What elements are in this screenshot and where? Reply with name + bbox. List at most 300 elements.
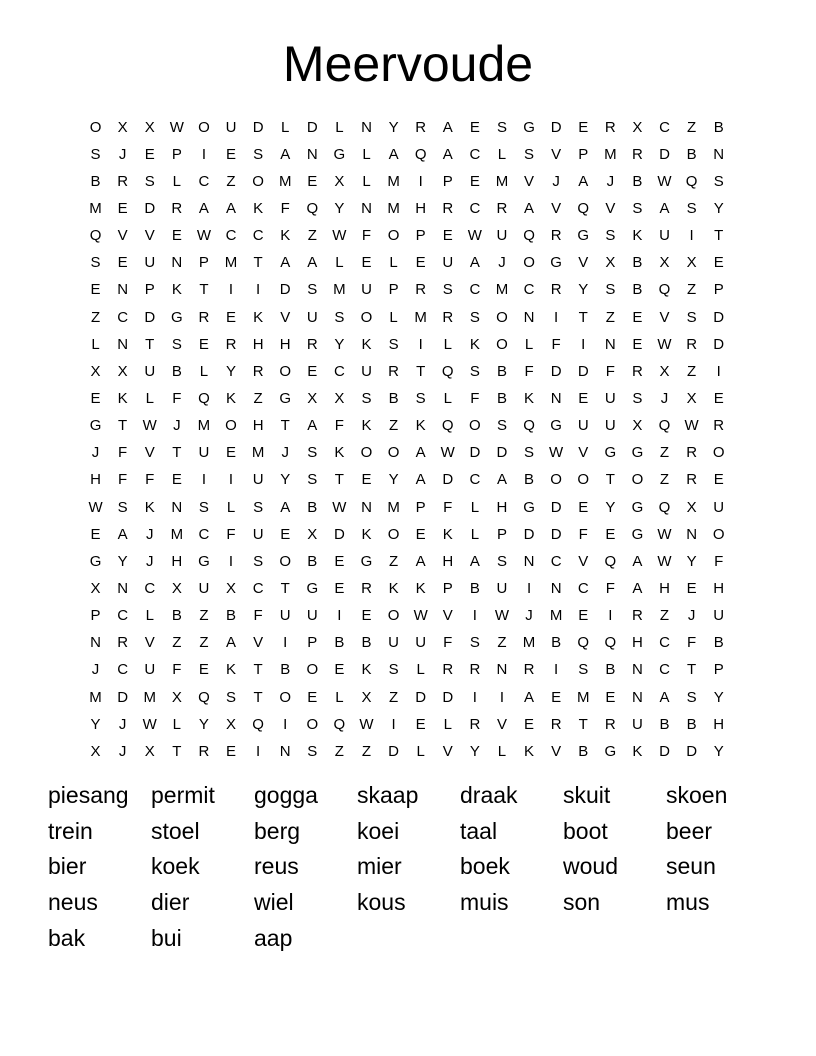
grid-letter[interactable]: M (89, 688, 102, 706)
grid-letter[interactable]: E (469, 118, 480, 136)
grid-letter[interactable]: W (142, 417, 157, 435)
grid-letter[interactable]: K (361, 661, 372, 679)
grid-letter[interactable]: I (337, 607, 342, 625)
grid-letter[interactable]: A (578, 172, 589, 190)
grid-letter[interactable]: U (442, 254, 454, 272)
grid-letter[interactable]: F (578, 525, 588, 543)
grid-letter[interactable]: Y (226, 362, 237, 380)
grid-letter[interactable]: U (604, 417, 616, 435)
grid-letter[interactable]: I (472, 688, 477, 706)
grid-letter[interactable]: H (171, 552, 183, 570)
grid-letter[interactable]: P (198, 254, 209, 272)
grid-letter[interactable]: L (226, 498, 236, 516)
grid-letter[interactable]: J (145, 525, 154, 543)
grid-letter[interactable]: E (226, 742, 237, 760)
grid-letter[interactable]: R (523, 661, 535, 679)
grid-letter[interactable]: E (144, 145, 155, 163)
grid-letter[interactable]: X (632, 118, 643, 136)
grid-letter[interactable]: Z (334, 742, 344, 760)
grid-letter[interactable]: E (90, 281, 101, 299)
grid-letter[interactable]: C (469, 199, 481, 217)
grid-letter[interactable]: Z (307, 227, 317, 245)
grid-letter[interactable]: S (686, 688, 697, 706)
grid-letter[interactable]: F (118, 471, 128, 489)
grid-letter[interactable]: U (713, 498, 725, 516)
grid-letter[interactable]: U (415, 634, 427, 652)
grid-letter[interactable]: A (659, 688, 670, 706)
grid-letter[interactable]: T (687, 661, 697, 679)
grid-letter[interactable]: M (278, 172, 292, 190)
grid-letter[interactable]: X (90, 742, 101, 760)
grid-letter[interactable]: K (117, 389, 128, 407)
grid-letter[interactable]: U (252, 525, 264, 543)
grid-letter[interactable]: N (306, 145, 318, 163)
grid-letter[interactable]: M (387, 199, 400, 217)
grid-letter[interactable]: Q (604, 634, 617, 652)
grid-letter[interactable]: M (251, 444, 265, 462)
grid-letter[interactable]: Z (687, 362, 697, 380)
grid-letter[interactable]: R (198, 308, 210, 326)
grid-letter[interactable]: R (550, 227, 562, 245)
grid-letter[interactable]: T (280, 417, 290, 435)
grid-letter[interactable]: J (91, 444, 100, 462)
grid-letter[interactable]: G (631, 444, 644, 462)
grid-letter[interactable]: L (389, 308, 398, 326)
grid-letter[interactable]: I (581, 335, 586, 353)
grid-letter[interactable]: J (91, 661, 100, 679)
grid-letter[interactable]: N (171, 254, 183, 272)
grid-letter[interactable]: X (171, 688, 182, 706)
grid-letter[interactable]: I (256, 281, 261, 299)
grid-letter[interactable]: S (632, 389, 643, 407)
grid-letter[interactable]: N (361, 199, 372, 217)
grid-letter[interactable]: B (307, 552, 318, 570)
grid-letter[interactable]: N (523, 308, 535, 326)
grid-letter[interactable]: D (659, 145, 670, 163)
grid-letter[interactable]: E (415, 254, 426, 272)
grid-letter[interactable]: O (279, 552, 292, 570)
grid-letter[interactable]: L (145, 607, 154, 625)
grid-letter[interactable]: U (144, 362, 156, 380)
grid-letter[interactable]: O (198, 118, 210, 136)
grid-letter[interactable]: S (307, 444, 318, 462)
grid-letter[interactable]: N (171, 498, 183, 516)
grid-letter[interactable]: F (253, 607, 263, 625)
grid-letter[interactable]: C (469, 471, 481, 489)
grid-letter[interactable]: L (524, 335, 534, 353)
grid-letter[interactable]: S (253, 498, 264, 516)
grid-letter[interactable]: E (632, 308, 643, 326)
grid-letter[interactable]: Y (334, 335, 345, 353)
grid-letter[interactable]: M (387, 498, 400, 516)
grid-letter[interactable]: X (117, 362, 128, 380)
grid-letter[interactable]: P (713, 281, 724, 299)
grid-letter[interactable]: H (713, 715, 725, 733)
grid-letter[interactable]: E (361, 471, 372, 489)
grid-letter[interactable]: X (307, 525, 318, 543)
grid-letter[interactable]: K (632, 742, 643, 760)
grid-letter[interactable]: U (198, 579, 210, 597)
grid-letter[interactable]: D (686, 742, 698, 760)
grid-letter[interactable]: R (686, 444, 698, 462)
grid-letter[interactable]: M (522, 634, 536, 652)
grid-letter[interactable]: X (226, 715, 237, 733)
grid-letter[interactable]: O (252, 172, 264, 190)
grid-letter[interactable]: Q (577, 634, 590, 652)
grid-letter[interactable]: W (657, 172, 672, 190)
grid-letter[interactable]: B (388, 389, 399, 407)
grid-letter[interactable]: A (388, 145, 399, 163)
grid-letter[interactable]: R (632, 145, 643, 163)
grid-letter[interactable]: J (498, 254, 506, 272)
grid-letter[interactable]: G (89, 417, 102, 435)
grid-letter[interactable]: Y (90, 715, 101, 733)
grid-letter[interactable]: T (199, 281, 209, 299)
grid-letter[interactable]: Z (172, 634, 182, 652)
grid-letter[interactable]: Q (658, 281, 671, 299)
grid-letter[interactable]: K (361, 335, 372, 353)
grid-letter[interactable]: C (659, 118, 670, 136)
grid-letter[interactable]: V (524, 172, 535, 190)
grid-letter[interactable]: N (117, 335, 129, 353)
grid-letter[interactable]: S (469, 308, 480, 326)
grid-letter[interactable]: O (712, 444, 725, 462)
grid-letter[interactable]: X (90, 579, 101, 597)
grid-letter[interactable]: R (496, 199, 508, 217)
grid-letter[interactable]: A (659, 199, 670, 217)
grid-letter[interactable]: U (659, 227, 670, 245)
grid-letter[interactable]: I (554, 661, 559, 679)
grid-letter[interactable]: Q (523, 227, 535, 245)
grid-letter[interactable]: D (496, 444, 508, 462)
grid-letter[interactable]: W (549, 444, 564, 462)
grid-letter[interactable]: P (171, 145, 182, 163)
grid-letter[interactable]: A (226, 199, 237, 217)
grid-letter[interactable]: L (443, 335, 452, 353)
grid-letter[interactable]: U (604, 389, 616, 407)
grid-letter[interactable]: R (252, 362, 264, 380)
grid-letter[interactable]: J (606, 172, 615, 190)
grid-letter[interactable]: H (442, 552, 454, 570)
grid-letter[interactable]: S (686, 308, 697, 326)
grid-letter[interactable]: Y (578, 281, 589, 299)
grid-letter[interactable]: D (144, 199, 156, 217)
grid-letter[interactable]: P (415, 227, 426, 245)
grid-letter[interactable]: R (632, 607, 643, 625)
grid-letter[interactable]: N (632, 661, 643, 679)
grid-letter[interactable]: P (442, 172, 453, 190)
grid-letter[interactable]: B (686, 145, 697, 163)
grid-letter[interactable]: C (198, 172, 210, 190)
grid-letter[interactable]: S (198, 498, 209, 516)
grid-letter[interactable]: Q (414, 145, 427, 163)
grid-letter[interactable]: X (361, 688, 372, 706)
grid-letter[interactable]: E (307, 688, 318, 706)
grid-letter[interactable]: N (90, 634, 101, 652)
grid-letter[interactable]: F (605, 362, 615, 380)
grid-letter[interactable]: K (253, 308, 264, 326)
grid-letter[interactable]: R (442, 199, 454, 217)
grid-letter[interactable]: L (443, 715, 452, 733)
grid-letter[interactable]: K (361, 417, 372, 435)
grid-letter[interactable]: L (335, 688, 344, 706)
grid-letter[interactable]: S (605, 281, 616, 299)
grid-letter[interactable]: V (253, 634, 264, 652)
grid-letter[interactable]: R (713, 417, 725, 435)
grid-letter[interactable]: N (713, 145, 725, 163)
grid-letter[interactable]: P (90, 607, 101, 625)
grid-letter[interactable]: A (442, 145, 453, 163)
grid-letter[interactable]: X (171, 579, 182, 597)
grid-letter[interactable]: N (604, 335, 616, 353)
grid-letter[interactable]: S (469, 634, 480, 652)
grid-letter[interactable]: D (577, 362, 589, 380)
grid-letter[interactable]: D (333, 525, 345, 543)
grid-letter[interactable]: Z (687, 281, 697, 299)
grid-letter[interactable]: C (252, 227, 264, 245)
grid-letter[interactable]: S (117, 498, 128, 516)
grid-letter[interactable]: O (89, 118, 102, 136)
grid-letter[interactable]: D (550, 498, 562, 516)
grid-letter[interactable]: Y (280, 471, 291, 489)
grid-letter[interactable]: K (226, 389, 237, 407)
grid-letter[interactable]: W (142, 715, 157, 733)
grid-letter[interactable]: L (172, 715, 181, 733)
grid-letter[interactable]: Y (605, 498, 616, 516)
grid-letter[interactable]: K (415, 417, 426, 435)
grid-letter[interactable]: G (604, 444, 617, 462)
grid-letter[interactable]: B (659, 715, 670, 733)
grid-letter[interactable]: P (307, 634, 318, 652)
grid-letter[interactable]: S (334, 308, 345, 326)
grid-letter[interactable]: X (307, 389, 318, 407)
grid-letter[interactable]: A (307, 254, 318, 272)
grid-letter[interactable]: K (361, 525, 372, 543)
grid-letter[interactable]: U (713, 607, 725, 625)
grid-letter[interactable]: A (280, 145, 291, 163)
grid-letter[interactable]: Q (523, 417, 535, 435)
grid-letter[interactable]: E (605, 688, 616, 706)
grid-letter[interactable]: B (713, 118, 724, 136)
grid-letter[interactable]: O (387, 227, 400, 245)
grid-letter[interactable]: O (387, 607, 400, 625)
grid-letter[interactable]: T (605, 471, 615, 489)
grid-letter[interactable]: V (144, 634, 155, 652)
grid-letter[interactable]: N (117, 579, 129, 597)
grid-letter[interactable]: E (226, 145, 237, 163)
grid-letter[interactable]: V (551, 742, 562, 760)
grid-letter[interactable]: G (170, 308, 183, 326)
grid-letter[interactable]: Y (686, 552, 697, 570)
grid-letter[interactable]: G (550, 254, 562, 272)
grid-letter[interactable]: U (388, 634, 399, 652)
grid-letter[interactable]: C (117, 308, 129, 326)
grid-letter[interactable]: P (144, 281, 155, 299)
grid-letter[interactable]: D (713, 308, 725, 326)
grid-letter[interactable]: S (144, 172, 155, 190)
grid-letter[interactable]: B (605, 661, 616, 679)
grid-letter[interactable]: A (524, 199, 535, 217)
grid-letter[interactable]: H (415, 199, 427, 217)
grid-letter[interactable]: X (686, 389, 697, 407)
grid-letter[interactable]: O (279, 688, 292, 706)
grid-letter[interactable]: T (118, 417, 128, 435)
grid-letter[interactable]: L (335, 254, 344, 272)
grid-letter[interactable]: O (631, 471, 644, 489)
grid-letter[interactable]: A (307, 417, 318, 435)
grid-letter[interactable]: Z (388, 688, 399, 706)
grid-letter[interactable]: L (389, 254, 398, 272)
grid-letter[interactable]: W (332, 227, 347, 245)
grid-letter[interactable]: T (714, 227, 724, 245)
grid-letter[interactable]: D (550, 118, 562, 136)
grid-letter[interactable]: K (469, 335, 480, 353)
grid-letter[interactable]: X (632, 417, 643, 435)
grid-letter[interactable]: G (523, 118, 535, 136)
grid-letter[interactable]: F (443, 634, 453, 652)
grid-letter[interactable]: B (551, 634, 562, 652)
grid-letter[interactable]: V (117, 227, 128, 245)
grid-letter[interactable]: Q (333, 715, 346, 733)
grid-letter[interactable]: E (551, 688, 562, 706)
grid-letter[interactable]: Z (497, 634, 507, 652)
grid-letter[interactable]: H (90, 471, 101, 489)
grid-letter[interactable]: S (226, 688, 237, 706)
grid-letter[interactable]: B (496, 362, 507, 380)
grid-letter[interactable]: Z (687, 118, 697, 136)
grid-letter[interactable]: L (362, 145, 371, 163)
grid-letter[interactable]: R (469, 661, 481, 679)
grid-letter[interactable]: Z (253, 389, 263, 407)
grid-letter[interactable]: P (442, 579, 453, 597)
grid-letter[interactable]: G (577, 227, 590, 245)
grid-letter[interactable]: I (608, 607, 613, 625)
grid-letter[interactable]: S (388, 335, 399, 353)
grid-letter[interactable]: L (497, 145, 507, 163)
grid-letter[interactable]: U (306, 607, 318, 625)
grid-letter[interactable]: G (89, 552, 102, 570)
grid-letter[interactable]: J (281, 444, 289, 462)
grid-letter[interactable]: A (632, 552, 643, 570)
grid-letter[interactable]: I (283, 634, 288, 652)
grid-letter[interactable]: G (279, 389, 292, 407)
grid-letter[interactable]: I (716, 362, 721, 380)
grid-letter[interactable]: U (577, 417, 589, 435)
grid-letter[interactable]: Q (198, 389, 210, 407)
grid-letter[interactable]: D (550, 525, 562, 543)
grid-letter[interactable]: L (172, 172, 181, 190)
grid-letter[interactable]: D (659, 742, 670, 760)
grid-letter[interactable]: H (632, 634, 643, 652)
grid-letter[interactable]: Q (441, 417, 454, 435)
grid-letter[interactable]: V (442, 607, 453, 625)
grid-letter[interactable]: O (550, 471, 562, 489)
grid-letter[interactable]: Z (199, 634, 209, 652)
grid-letter[interactable]: W (88, 498, 103, 516)
grid-letter[interactable]: C (252, 579, 264, 597)
grid-letter[interactable]: R (550, 715, 562, 733)
grid-letter[interactable]: W (440, 444, 455, 462)
grid-letter[interactable]: N (117, 281, 129, 299)
grid-letter[interactable]: P (578, 145, 589, 163)
grid-letter[interactable]: L (416, 661, 425, 679)
grid-letter[interactable]: T (416, 362, 426, 380)
grid-letter[interactable]: Q (658, 498, 671, 516)
grid-letter[interactable]: F (361, 227, 372, 245)
grid-letter[interactable]: D (550, 362, 562, 380)
grid-letter[interactable]: S (496, 118, 507, 136)
grid-letter[interactable]: N (550, 579, 562, 597)
grid-letter[interactable]: W (657, 552, 672, 570)
grid-letter[interactable]: F (172, 389, 182, 407)
grid-letter[interactable]: R (361, 579, 372, 597)
grid-letter[interactable]: R (442, 308, 454, 326)
grid-letter[interactable]: U (496, 227, 508, 245)
grid-letter[interactable]: X (226, 579, 237, 597)
grid-letter[interactable]: L (362, 172, 371, 190)
grid-letter[interactable]: N (279, 742, 291, 760)
grid-letter[interactable]: E (578, 607, 589, 625)
grid-letter[interactable]: O (306, 715, 319, 733)
grid-letter[interactable]: B (334, 634, 345, 652)
grid-letter[interactable]: N (550, 389, 562, 407)
grid-letter[interactable]: N (361, 498, 372, 516)
grid-letter[interactable]: W (359, 715, 374, 733)
grid-letter[interactable]: T (578, 715, 588, 733)
grid-letter[interactable]: O (306, 661, 319, 679)
grid-letter[interactable]: R (442, 661, 454, 679)
grid-letter[interactable]: C (333, 362, 345, 380)
grid-letter[interactable]: S (713, 172, 724, 190)
grid-letter[interactable]: O (577, 471, 590, 489)
grid-letter[interactable]: F (226, 525, 236, 543)
grid-letter[interactable]: B (496, 389, 507, 407)
grid-letter[interactable]: C (469, 281, 481, 299)
grid-letter[interactable]: H (279, 335, 291, 353)
grid-letter[interactable]: B (90, 172, 101, 190)
grid-letter[interactable]: M (495, 172, 509, 190)
grid-letter[interactable]: R (550, 281, 562, 299)
grid-letter[interactable]: G (523, 498, 535, 516)
grid-letter[interactable]: Q (306, 199, 319, 217)
grid-letter[interactable]: G (306, 579, 319, 597)
grid-letter[interactable]: A (524, 688, 535, 706)
grid-letter[interactable]: K (171, 281, 182, 299)
grid-letter[interactable]: W (169, 118, 184, 136)
grid-letter[interactable]: X (659, 362, 670, 380)
grid-letter[interactable]: I (472, 607, 477, 625)
grid-letter[interactable]: H (252, 335, 264, 353)
grid-letter[interactable]: E (469, 172, 480, 190)
grid-letter[interactable]: V (578, 444, 589, 462)
grid-letter[interactable]: C (659, 661, 670, 679)
grid-letter[interactable]: M (170, 525, 184, 543)
grid-letter[interactable]: Z (388, 552, 399, 570)
grid-letter[interactable]: B (226, 607, 237, 625)
grid-letter[interactable]: I (228, 281, 234, 299)
grid-letter[interactable]: F (524, 362, 534, 380)
grid-letter[interactable]: R (415, 118, 427, 136)
grid-letter[interactable]: F (172, 661, 182, 679)
grid-letter[interactable]: E (171, 227, 182, 245)
grid-letter[interactable]: U (144, 661, 156, 679)
grid-letter[interactable]: M (143, 688, 156, 706)
grid-letter[interactable]: E (415, 715, 426, 733)
grid-letter[interactable]: S (415, 389, 426, 407)
grid-letter[interactable]: S (469, 362, 480, 380)
grid-letter[interactable]: U (632, 715, 643, 733)
grid-letter[interactable]: Q (685, 172, 698, 190)
